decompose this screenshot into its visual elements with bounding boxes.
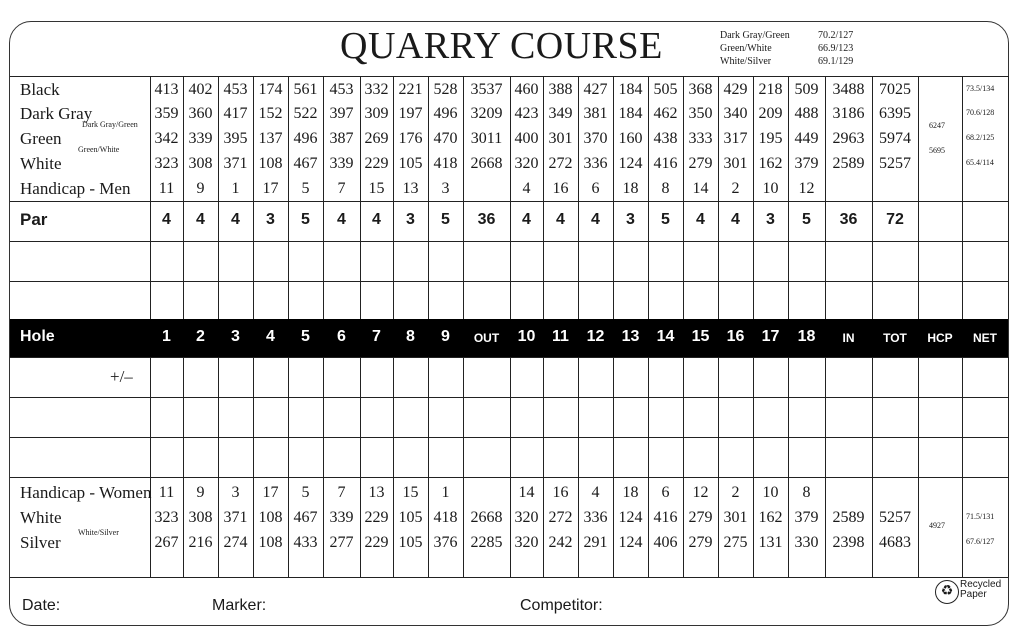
par-value: 4 (337, 211, 346, 228)
handicap-women-value: 11 (158, 484, 175, 501)
handicap-men-value: 14 (692, 180, 709, 197)
tee-dark-gray-value: 417 (223, 105, 248, 122)
row-divider (10, 397, 1008, 398)
handicap-men-value: 17 (262, 180, 279, 197)
hole-number: HCP (927, 331, 953, 345)
tee-green-value: 387 (329, 130, 354, 147)
tee-women-white-value: 416 (653, 509, 678, 526)
combo-label: White/Silver (78, 528, 119, 537)
hole-number: 1 (162, 328, 171, 345)
tee-women-white-value: 336 (583, 509, 608, 526)
tee-dark-gray-value: 340 (723, 105, 748, 122)
par-value: 4 (591, 211, 600, 228)
tee-white-value: 301 (723, 155, 748, 172)
tee-green-value: 3011 (470, 130, 503, 147)
par-value: 3 (406, 211, 415, 228)
tee-white-value: 308 (188, 155, 213, 172)
par-value: 36 (477, 211, 496, 228)
par-value: 3 (626, 211, 635, 228)
tee-black-value: 3488 (832, 81, 865, 98)
tee-women-silver-value: 274 (223, 534, 248, 551)
handicap-men-value: 12 (798, 180, 815, 197)
handicap-women-value: 7 (337, 484, 346, 501)
tee-black-value: 184 (618, 81, 643, 98)
par-value: 4 (731, 211, 740, 228)
tee-black-value: 460 (514, 81, 539, 98)
tee-women-silver-value: 108 (258, 534, 283, 551)
tee-green-value: 438 (653, 130, 678, 147)
handicap-women-value: 2 (731, 484, 740, 501)
tee-black-value: 221 (398, 81, 423, 98)
handicap-women-value: 6 (661, 484, 670, 501)
tee-black-value: 427 (583, 81, 608, 98)
handicap-women-label: Handicap - Women (20, 483, 152, 502)
hole-number: 7 (372, 328, 381, 345)
recycle-icon: ♻ (935, 580, 959, 604)
handicap-women-value: 15 (402, 484, 419, 501)
tee-women-white-value: 279 (688, 509, 713, 526)
column-divider (1008, 76, 1009, 319)
par-value: 5 (802, 211, 811, 228)
hole-number: 15 (691, 328, 710, 345)
tee-dark-gray-value: 423 (514, 105, 539, 122)
tee-green-value: 395 (223, 130, 248, 147)
row-divider (10, 437, 1008, 438)
tee-dark-gray-value: 309 (364, 105, 389, 122)
handicap-men-value: 11 (158, 180, 175, 197)
column-divider (962, 76, 963, 319)
tee-rating: 65.4/114 (966, 158, 994, 167)
hole-number: 9 (441, 328, 450, 345)
tee-white-value: 336 (583, 155, 608, 172)
tee-women-silver-value: 4683 (879, 534, 911, 551)
column-divider (1008, 357, 1009, 577)
tee-white-value: 229 (364, 155, 389, 172)
par-value: 4 (522, 211, 531, 228)
par-value: 3 (266, 211, 275, 228)
tee-women-silver-value: 2398 (832, 534, 865, 551)
tee-rating: 71.5/131 (966, 512, 995, 521)
tee-white-value: 2589 (832, 155, 865, 172)
row-divider (10, 477, 1008, 478)
hole-number: 18 (797, 328, 816, 345)
tee-dark-gray-value: 152 (258, 105, 283, 122)
tee-women-white-label: White (20, 508, 62, 527)
tee-green-value: 195 (758, 130, 783, 147)
recycled-paper-label (960, 580, 1001, 600)
tee-women-white-value: 323 (154, 509, 179, 526)
tee-women-white-value: 272 (548, 509, 573, 526)
tee-women-white-value: 320 (514, 509, 539, 526)
hole-number: 10 (517, 328, 536, 345)
handicap-women-value: 17 (262, 484, 279, 501)
tee-black-value: 218 (758, 81, 783, 98)
tee-green-value: 317 (723, 130, 748, 147)
tee-green-value: 342 (154, 130, 179, 147)
tee-women-silver-value: 275 (723, 534, 748, 551)
row-divider (10, 357, 1008, 358)
handicap-women-value: 16 (552, 484, 569, 501)
tee-white-value: 279 (688, 155, 713, 172)
tee-green-value: 449 (794, 130, 819, 147)
handicap-men-value: 2 (731, 180, 740, 197)
tee-green-value: 5974 (879, 130, 911, 147)
tee-dark-gray-value: 360 (188, 105, 213, 122)
tee-rating: 73.5/134 (966, 84, 995, 93)
tee-black-value: 561 (293, 81, 318, 98)
tee-white-value: 467 (293, 155, 318, 172)
row-divider (10, 241, 1008, 242)
tee-dark-gray-value: 6395 (879, 105, 911, 122)
par-value: 4 (696, 211, 705, 228)
par-value: 4 (162, 211, 171, 228)
combo-label: Green/White (78, 145, 120, 154)
tee-black-value: 453 (329, 81, 354, 98)
tee-black-value: 332 (364, 81, 389, 98)
handicap-women-value: 1 (441, 484, 450, 501)
tee-black-value: 368 (688, 81, 713, 98)
tee-black-value: 505 (653, 81, 678, 98)
hole-number: 17 (761, 328, 780, 345)
combo-rating-name: Dark Gray/Green (720, 30, 790, 41)
tee-green-label: Green (20, 129, 62, 148)
combo-rating-name: Green/White (720, 43, 772, 54)
tee-green-value: 269 (364, 130, 389, 147)
tee-women-silver-value: 376 (433, 534, 458, 551)
tee-black-value: 528 (433, 81, 458, 98)
tee-women-silver-value: 320 (514, 534, 539, 551)
hole-number: 13 (621, 328, 640, 345)
tee-dark-gray-value: 397 (329, 105, 354, 122)
tee-black-value: 174 (258, 81, 283, 98)
tee-women-silver-value: 242 (548, 534, 573, 551)
tee-women-white-value: 105 (398, 509, 423, 526)
tee-dark-gray-value: 349 (548, 105, 573, 122)
tee-white-value: 5257 (879, 155, 911, 172)
tee-black-value: 402 (188, 81, 213, 98)
handicap-women-value: 9 (196, 484, 205, 501)
tee-white-value: 162 (758, 155, 783, 172)
tee-green-value: 160 (618, 130, 643, 147)
tee-dark-gray-value: 462 (653, 105, 678, 122)
tee-black-value: 429 (723, 81, 748, 98)
tee-dark-gray-value: 184 (618, 105, 643, 122)
handicap-men-value: 5 (301, 180, 310, 197)
hole-number: 14 (656, 328, 675, 345)
combo-total: 4927 (929, 521, 945, 530)
tee-dark-gray-value: 496 (433, 105, 458, 122)
tee-white-value: 108 (258, 155, 283, 172)
tee-green-value: 301 (548, 130, 573, 147)
tee-women-silver-value: 105 (398, 534, 423, 551)
tee-white-value: 339 (329, 155, 354, 172)
tee-women-white-value: 5257 (879, 509, 911, 526)
combo-label: Dark Gray/Green (82, 120, 138, 129)
tee-white-value: 320 (514, 155, 539, 172)
tee-white-value: 323 (154, 155, 179, 172)
tee-women-white-value: 124 (618, 509, 643, 526)
tee-green-value: 370 (583, 130, 608, 147)
competitor-label: Competitor: (520, 597, 603, 614)
tee-dark-gray-value: 209 (758, 105, 783, 122)
tee-women-silver-value: 229 (364, 534, 389, 551)
hole-number: 12 (586, 328, 605, 345)
tee-green-value: 470 (433, 130, 458, 147)
handicap-women-value: 4 (591, 484, 600, 501)
combo-total: 5695 (929, 146, 945, 155)
hole-number: 4 (266, 328, 275, 345)
tee-rating: 67.6/127 (966, 537, 995, 546)
tee-black-value: 453 (223, 81, 248, 98)
tee-women-white-value: 229 (364, 509, 389, 526)
tee-white-value: 379 (794, 155, 819, 172)
hole-number: 3 (231, 328, 240, 345)
tee-dark-gray-value: 488 (794, 105, 819, 122)
handicap-men-value: 1 (231, 180, 240, 197)
hole-number: IN (842, 331, 855, 345)
tee-women-white-value: 2668 (470, 509, 503, 526)
tee-women-white-value: 308 (188, 509, 213, 526)
handicap-men-value: 18 (622, 180, 639, 197)
tee-black-label: Black (20, 80, 60, 99)
par-value: 72 (886, 211, 904, 228)
course-title: QUARRY COURSE (340, 25, 663, 67)
tee-women-white-value: 2589 (832, 509, 865, 526)
par-value: 4 (372, 211, 381, 228)
tee-women-silver-value: 433 (293, 534, 318, 551)
handicap-women-value: 5 (301, 484, 310, 501)
tee-black-value: 7025 (879, 81, 911, 98)
tee-women-white-value: 301 (723, 509, 748, 526)
hole-number: 11 (552, 328, 569, 345)
row-divider (10, 281, 1008, 282)
tee-dark-gray-value: 197 (398, 105, 423, 122)
hole-number: 16 (726, 328, 745, 345)
par-value: 4 (231, 211, 240, 228)
tee-dark-gray-label: Dark Gray (20, 104, 93, 123)
handicap-men-value: 7 (337, 180, 346, 197)
combo-rating-value: 69.1/129 (818, 56, 854, 67)
tee-women-silver-value: 124 (618, 534, 643, 551)
handicap-men-value: 4 (522, 180, 531, 197)
tee-green-value: 137 (258, 130, 283, 147)
tee-dark-gray-value: 522 (293, 105, 318, 122)
par-value: 5 (301, 211, 310, 228)
handicap-women-value: 18 (622, 484, 639, 501)
marker-label: Marker: (212, 597, 267, 614)
tee-white-value: 418 (433, 155, 458, 172)
handicap-men-value: 16 (552, 180, 569, 197)
hole-number: 2 (196, 328, 205, 345)
hole-number: OUT (473, 331, 500, 345)
tee-white-value: 105 (398, 155, 423, 172)
combo-total: 6247 (929, 121, 945, 130)
hole-number: 5 (301, 328, 310, 345)
tee-dark-gray-value: 3209 (470, 105, 503, 122)
tee-women-silver-value: 267 (154, 534, 179, 551)
hole-label: Hole (20, 328, 55, 345)
tee-green-value: 400 (514, 130, 539, 147)
tee-women-silver-value: 277 (329, 534, 354, 551)
tee-rating: 68.2/125 (966, 133, 995, 142)
tee-women-silver-value: 216 (188, 534, 213, 551)
par-value: 4 (196, 211, 205, 228)
tee-green-value: 339 (188, 130, 213, 147)
tee-green-value: 2963 (832, 130, 865, 147)
combo-rating-value: 66.9/123 (818, 43, 854, 54)
tee-women-silver-value: 330 (794, 534, 819, 551)
tee-white-value: 272 (548, 155, 573, 172)
handicap-men-label: Handicap - Men (20, 179, 131, 198)
hole-number: NET (973, 331, 997, 345)
tee-black-value: 3537 (470, 81, 503, 98)
tee-dark-gray-value: 359 (154, 105, 179, 122)
date-label: Date: (22, 597, 61, 614)
handicap-men-value: 9 (196, 180, 205, 197)
handicap-women-value: 13 (368, 484, 385, 501)
tee-women-silver-value: 406 (653, 534, 678, 551)
handicap-women-value: 8 (802, 484, 811, 501)
par-value: 3 (766, 211, 775, 228)
handicap-women-value: 14 (518, 484, 535, 501)
tee-women-silver-label: Silver (20, 533, 61, 552)
hole-number: TOT (883, 331, 907, 345)
plus-minus-label: +/– (110, 367, 133, 386)
tee-women-white-value: 162 (758, 509, 783, 526)
handicap-men-value: 8 (661, 180, 670, 197)
combo-rating-name: White/Silver (720, 56, 772, 67)
handicap-women-value: 3 (231, 484, 240, 501)
hole-number: 6 (337, 328, 346, 345)
par-value: 36 (839, 211, 858, 228)
tee-white-value: 371 (223, 155, 248, 172)
par-value: 4 (556, 211, 565, 228)
recycled-text: Recycled (960, 579, 1002, 590)
handicap-women-value: 10 (762, 484, 779, 501)
handicap-men-value: 6 (591, 180, 600, 197)
handicap-men-value: 13 (402, 180, 419, 197)
tee-women-silver-value: 291 (583, 534, 608, 551)
tee-women-silver-value: 279 (688, 534, 713, 551)
tee-black-value: 509 (794, 81, 819, 98)
tee-green-value: 333 (688, 130, 713, 147)
tee-dark-gray-value: 3186 (832, 105, 865, 122)
par-value: 5 (661, 211, 670, 228)
tee-white-value: 2668 (470, 155, 503, 172)
combo-rating-value: 70.2/127 (818, 30, 854, 41)
par-label: Par (20, 210, 48, 229)
row-divider (10, 577, 1008, 578)
row-divider (10, 201, 1008, 202)
handicap-men-value: 15 (368, 180, 385, 197)
tee-white-value: 416 (653, 155, 678, 172)
hole-number: 8 (406, 328, 415, 345)
tee-women-silver-value: 131 (758, 534, 783, 551)
tee-women-white-value: 339 (329, 509, 354, 526)
tee-women-white-value: 467 (293, 509, 318, 526)
tee-green-value: 176 (398, 130, 423, 147)
handicap-men-value: 3 (441, 180, 450, 197)
tee-women-white-value: 379 (794, 509, 819, 526)
column-divider (962, 357, 963, 577)
handicap-women-value: 12 (692, 484, 709, 501)
tee-women-white-value: 418 (433, 509, 458, 526)
tee-black-value: 413 (154, 81, 179, 98)
tee-dark-gray-value: 381 (583, 105, 608, 122)
tee-white-label: White (20, 154, 62, 173)
tee-white-value: 124 (618, 155, 643, 172)
tee-women-white-value: 108 (258, 509, 283, 526)
par-value: 5 (441, 211, 450, 228)
tee-black-value: 388 (548, 81, 573, 98)
tee-green-value: 496 (293, 130, 318, 147)
row-divider (10, 76, 1008, 77)
tee-women-silver-value: 2285 (470, 534, 503, 551)
handicap-men-value: 10 (762, 180, 779, 197)
tee-rating: 70.6/128 (966, 108, 995, 117)
tee-women-white-value: 371 (223, 509, 248, 526)
paper-text: Paper (960, 589, 987, 600)
tee-dark-gray-value: 350 (688, 105, 713, 122)
